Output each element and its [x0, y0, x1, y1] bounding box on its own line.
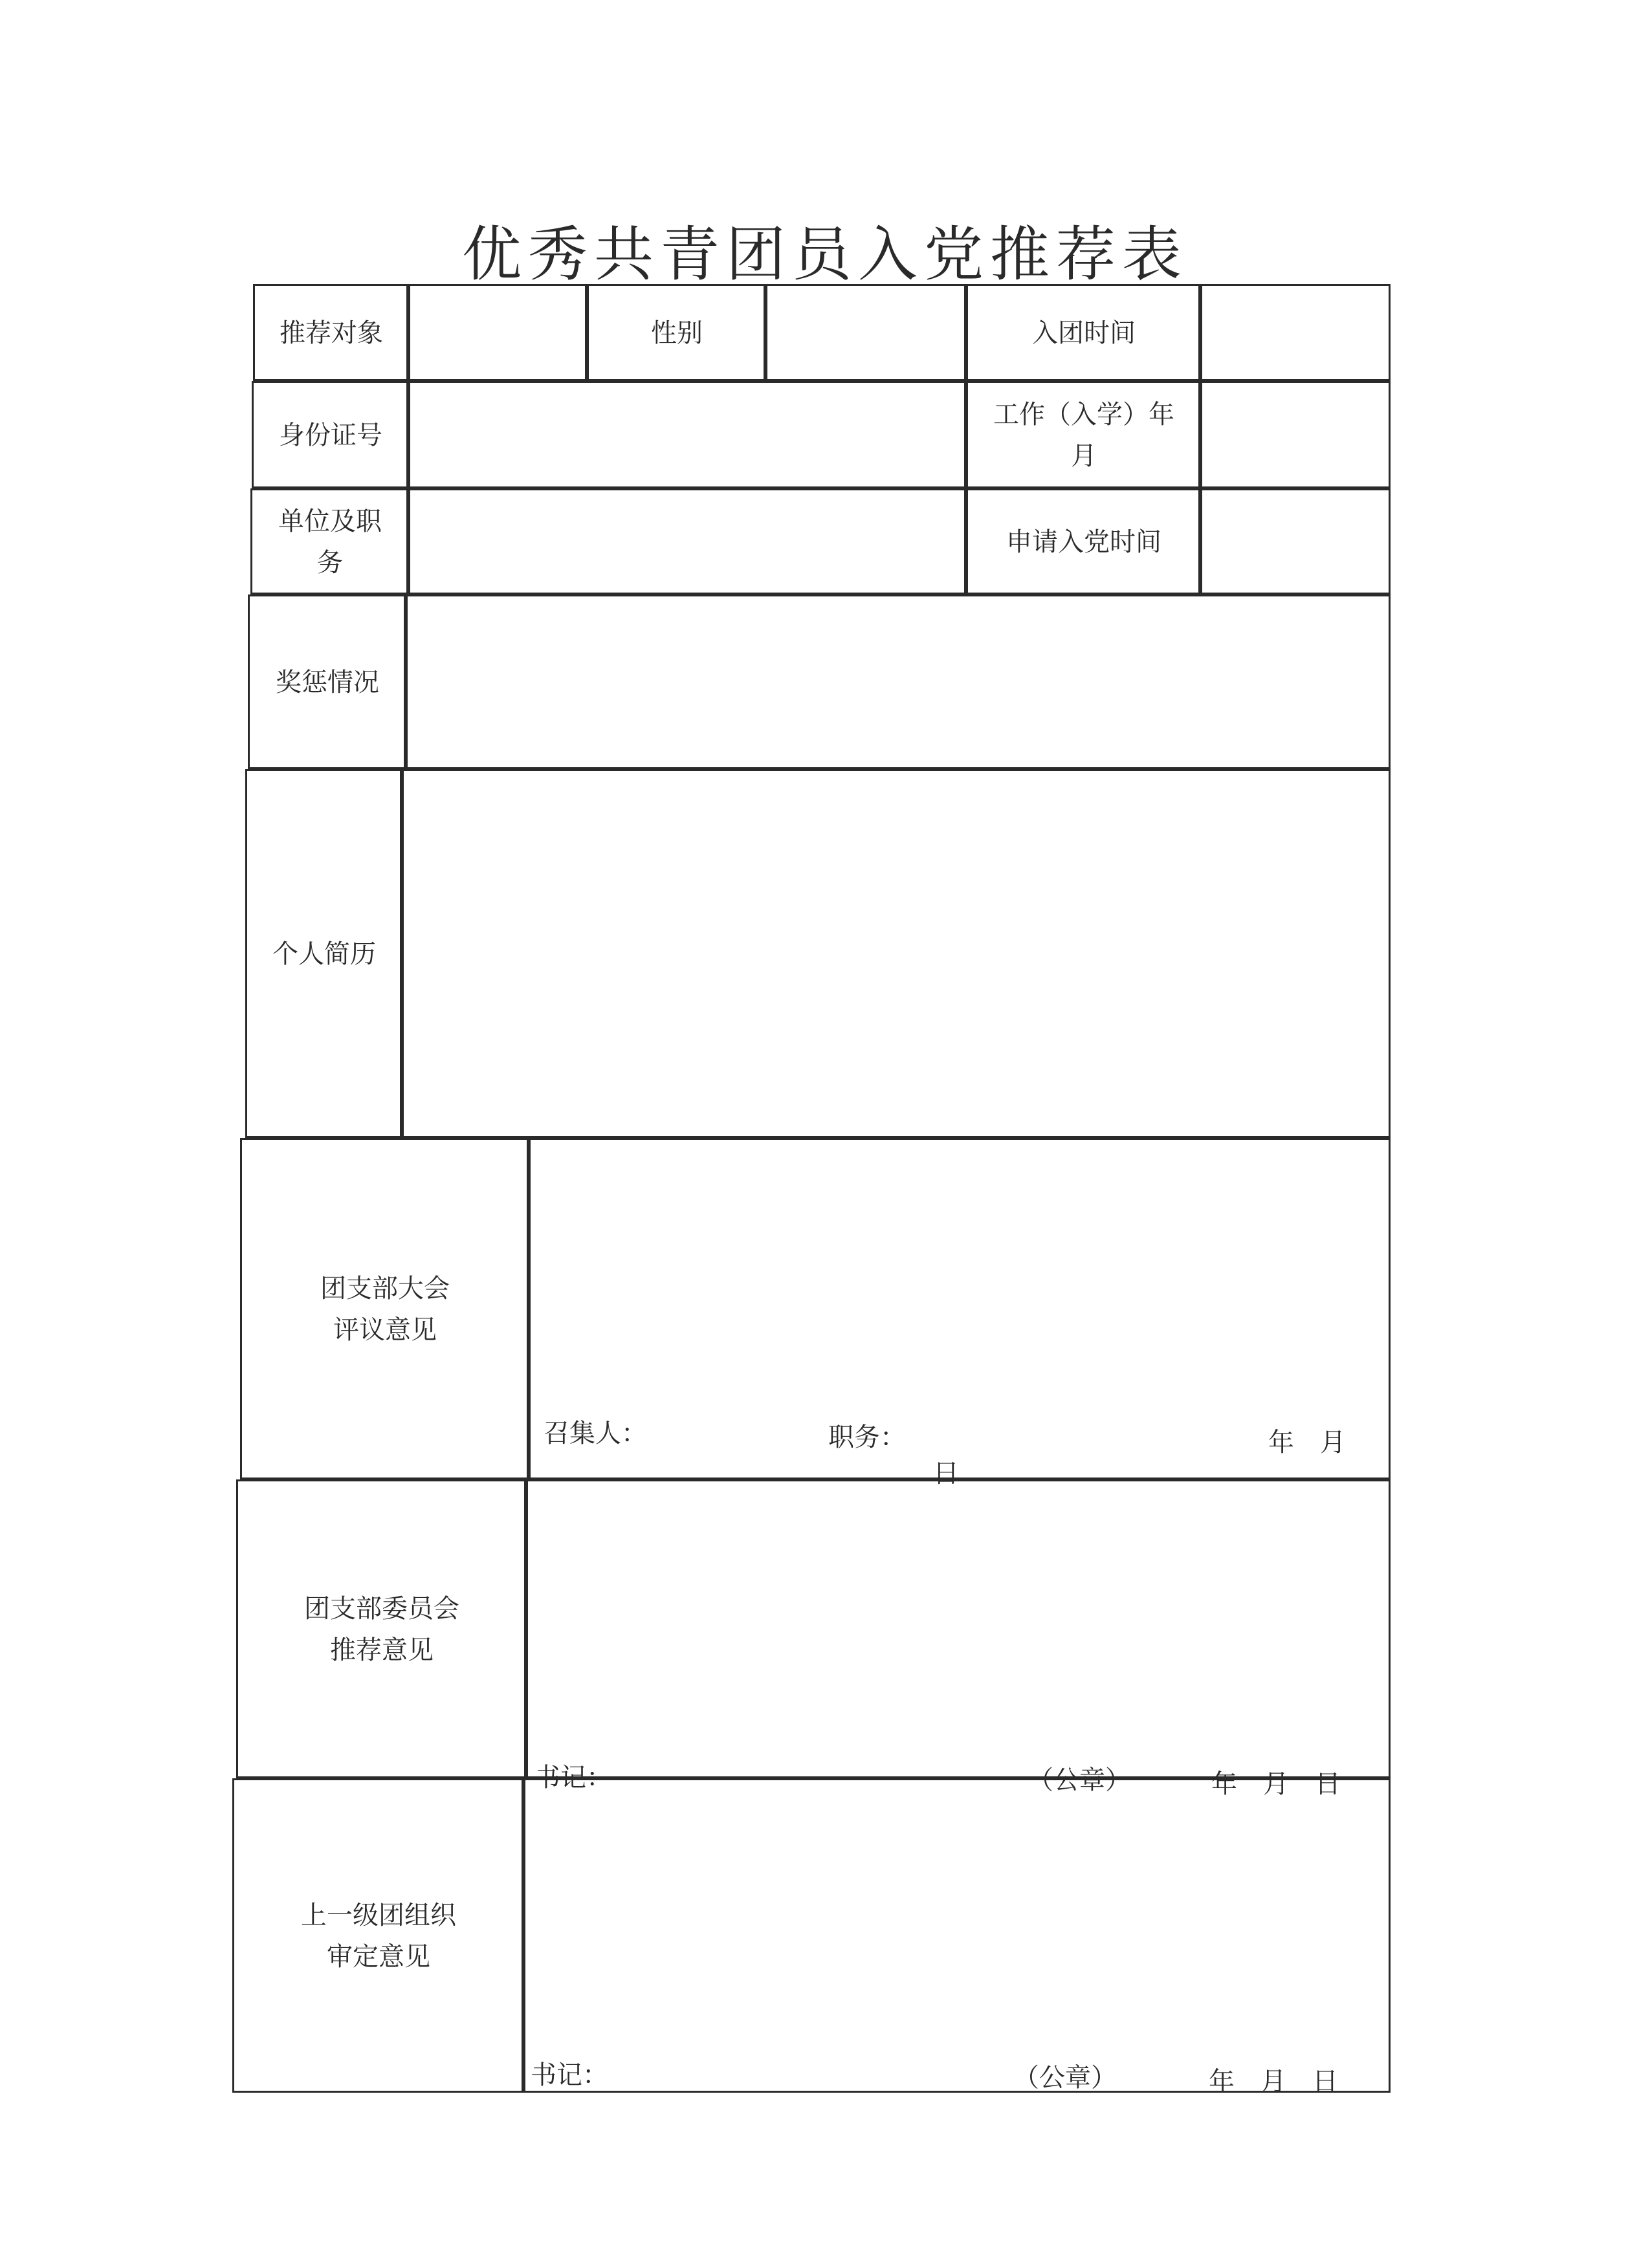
branch-meeting-opinion-area[interactable]	[529, 1138, 1391, 1479]
gender-field[interactable]	[765, 284, 966, 381]
nominee-label: 推荐对象	[280, 318, 383, 348]
superior-date: 年 月 日	[1209, 2067, 1338, 2097]
superior-seal: （公章）	[1013, 2063, 1117, 2093]
meeting-date-year-month: 年 月	[1268, 1428, 1346, 1457]
convener-label: 召集人：	[544, 1419, 647, 1448]
resume-field[interactable]	[402, 769, 1391, 1138]
gender-label: 性别	[651, 318, 703, 348]
rewards-label: 奖惩情况	[276, 668, 379, 697]
superior-org-opinion-area[interactable]	[523, 1778, 1391, 2093]
branch-committee-label: 团支部委员会 推荐意见	[304, 1594, 459, 1665]
committee-secretary-label: 书记：	[534, 1763, 612, 1793]
id-number-field[interactable]	[408, 381, 966, 488]
committee-date: 年 月 日	[1211, 1769, 1341, 1799]
league-join-date-label: 入团时间	[1032, 318, 1136, 348]
resume-label: 个人简历	[272, 939, 376, 969]
id-number-label: 身份证号	[279, 420, 382, 450]
recommendation-form	[233, 285, 1391, 2097]
meeting-date-day: 日	[933, 1459, 959, 1488]
committee-seal: （公章）	[1028, 1765, 1131, 1795]
rewards-field[interactable]	[406, 594, 1391, 769]
branch-committee-opinion-area[interactable]	[526, 1479, 1391, 1778]
page-title: 优秀共青团员入党推荐表	[461, 220, 1188, 289]
position-label: 职务：	[828, 1423, 906, 1452]
unit-position-field[interactable]	[408, 488, 966, 594]
work-study-start-label: 工作（入学）年 月	[993, 400, 1174, 471]
nominee-field[interactable]	[408, 284, 587, 381]
unit-position-label: 单位及职 务	[278, 507, 382, 578]
branch-meeting-label: 团支部大会 评议意见	[320, 1274, 450, 1345]
work-study-start-field[interactable]	[1200, 381, 1391, 488]
application-date-field[interactable]	[1200, 488, 1391, 594]
superior-secretary-label: 书记：	[531, 2060, 608, 2090]
league-join-date-field[interactable]	[1200, 284, 1391, 381]
application-date-label: 申请入党时间	[1006, 527, 1161, 557]
superior-org-label: 上一级团组织 审定意见	[301, 1901, 456, 1972]
